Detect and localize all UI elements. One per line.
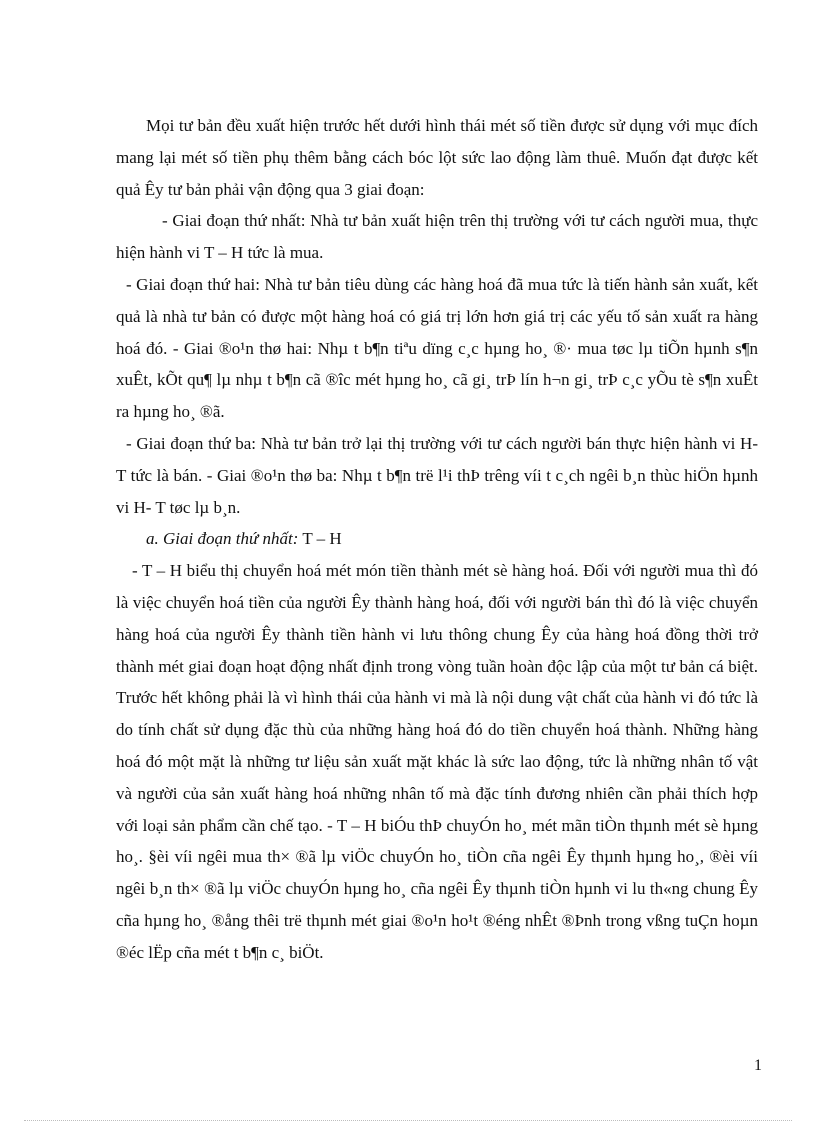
paragraph-t-h: - T – H biểu thị chuyển hoá mét món tiền thành mét sè hàng hoá. Đối với người mua thì đó là việc chuyển hoá tiền của người Êy thành hàng hoá, đối với người bán thì đó là việc chuyển hàng hoá của người Êy thành tiền hành vi lưu thông chung Êy của hàng hoá đồng thời trở thành mét giai đoạn hoạt động nhất định trong vòng tuần hoàn độc lập của một tư bản cá biệt. Trước hết không phải là vì hình thái của hành vi mà là nội dung vật chất của hành vi đó tức là do tính chất sử dụng đặc thù của những hàng hoá đó do tiền chuyển hoá thành. Những hàng hoá đó một mặt là những tư liệu sản xuất mặt khác là sức lao động, tức là những nhân tố vật và người của sản xuất hàng hoá những nhân tố mà đặc tính đương nhiên cần phải thích hợp với loại sản phẩm cần chế tạo. - T – H biÓu thÞ chuyÓn ho¸ mét mãn tiÒn thµnh mét sè hµng ho¸. §èi víi ngêi mua th× ®ã lµ viÖc chuyÓn ho¸ tiÒn cña ngêi Êy thµnh hµng ho¸, ®èi víi ngêi b¸n th× ®ã lµ viÖc chuyÓn hµng ho¸ cña ngêi Êy thµnh tiÒn hµnh vi lu th«ng chung Êy cña hµng ho¸ ®ång thêi trë thµnh mét giai ®o¹n ho¹t ®éng nhÊt ®Þnh trong vßng tuÇn hoµn ®éc lËp cña mét t b¶n c¸ biÖt. <box>116 561 758 962</box>
section-heading-label: a. Giai đoạn thứ nhất: <box>146 529 299 549</box>
body-text <box>116 110 758 969</box>
paragraph-stage-two: - Giai đoạn thứ hai: Nhà tư bản tiêu dùng các hàng hoá đã mua tức là tiến hành sản xuất, kết quả là nhà tư bản có được một hàng hoá có giá trị lớn hơn giá trị các yếu tố sản xuất ra hàng hoá đó. - Giai ®o¹n thø hai: Nhµ t b¶n tiªu dïng c¸c hµng ho¸ ®· mua tøc lµ tiÕn hµnh s¶n xuÊt, kÕt qu¶ lµ nhµ t b¶n cã ®îc mét hµng ho¸ cã gi¸ trÞ lín h¬n gi¸ trÞ c¸c yÕu tè s¶n xuÊt ra hµng ho¸ ®ã. <box>116 274 758 422</box>
paragraph-intro: Mọi tư bản đều xuất hiện trước hết dưới hình thái mét số tiền được sử dụng với mục đích mang lại mét số tiền phụ thêm bằng cách bóc lột sức lao động làm thuê. Muốn đạt được kết quả Êy tư bản phải vận động qua 3 giai đoạn: <box>116 116 758 199</box>
paragraph-stage-three: - Giai đoạn thứ ba: Nhà tư bản trở lại thị trường với tư cách người bán thực hiện hành vi H- T tức là bán. - Giai ®o¹n thø ba: Nhµ t b¶n trë l¹i thÞ trêng víi t c¸ch ngêi b¸n thùc hiÖn hµnh vi H- T tøc lµ b¸n. <box>116 433 758 517</box>
section-heading <box>116 523 758 555</box>
page-number: 1 <box>754 1057 762 1074</box>
section-heading-formula: T – H <box>302 529 342 549</box>
paragraph-stage-one: - Giai đoạn thứ nhất: Nhà tư bản xuất hiện trên thị trường với tư cách người mua, thực hiện hành vi T – H tức là mua. <box>116 211 758 263</box>
page-bottom-divider <box>24 1120 792 1121</box>
